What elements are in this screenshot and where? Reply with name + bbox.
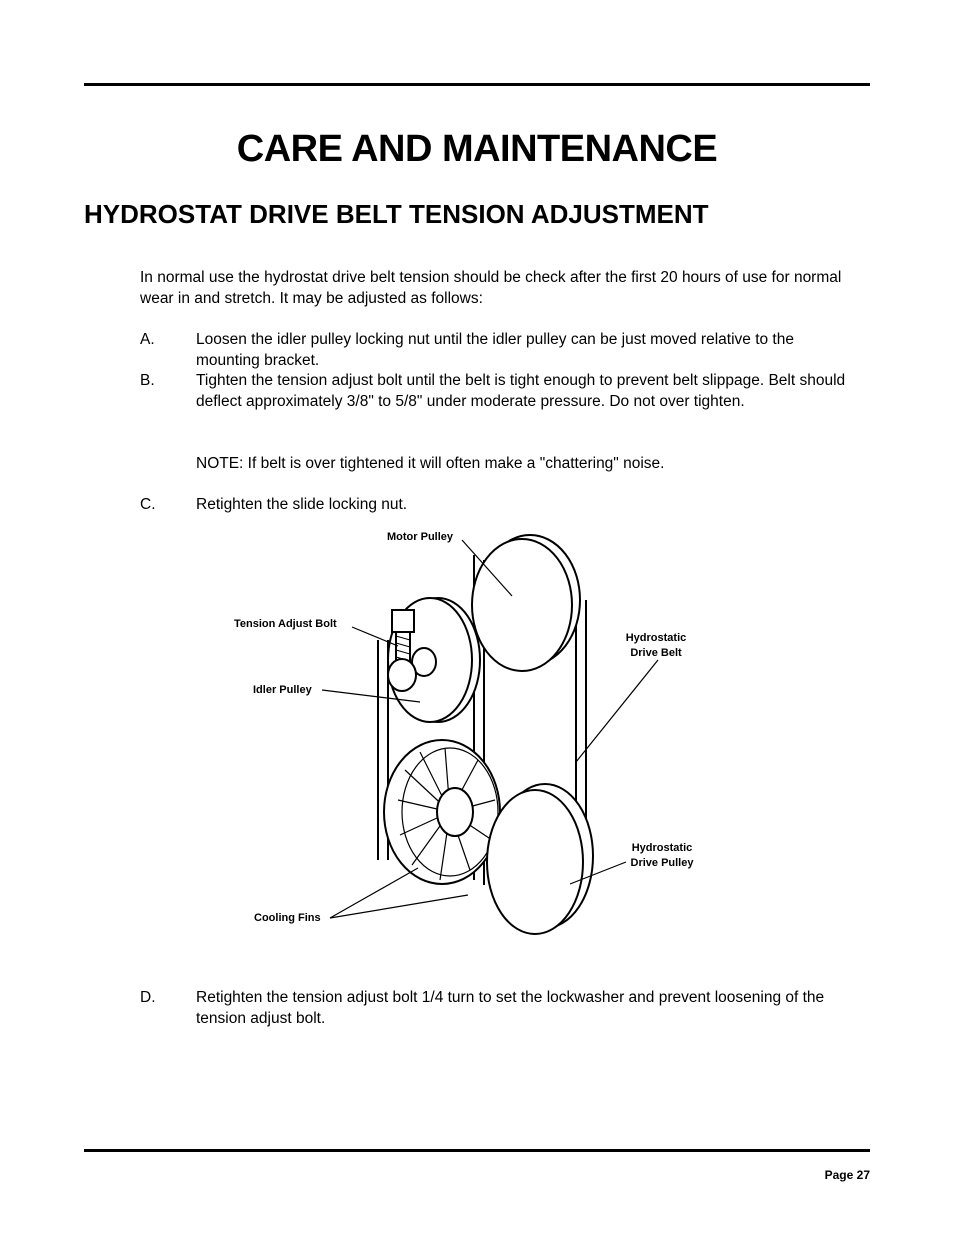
label-idler-pulley: Idler Pulley	[253, 684, 312, 696]
label-drive-pulley-1: Hydrostatic	[631, 842, 693, 854]
section-title: HYDROSTAT DRIVE BELT TENSION ADJUSTMENT	[84, 199, 709, 229]
step-text: Tighten the tension adjust bolt until the belt is tight enough to prevent belt slippage. Belt should deflect approximately 3/8" to 5/8" under moderate pressure. Do not over tighten.	[196, 372, 846, 410]
belt-pulley-diagram	[220, 520, 720, 950]
step-letter: A.	[140, 331, 155, 348]
label-cooling-fins: Cooling Fins	[254, 912, 321, 924]
step-letter: D.	[140, 989, 156, 1006]
step-letter: B.	[140, 372, 155, 389]
motor-pulley-face	[472, 539, 572, 671]
bolt-nut	[388, 659, 416, 691]
fan-hub	[437, 788, 473, 836]
page-title: CARE AND MAINTENANCE	[236, 128, 718, 170]
step-text: Retighten the tension adjust bolt 1/4 turn to set the lockwasher and prevent loosening of the tension adjust bolt.	[196, 989, 825, 1027]
note: NOTE: If belt is over tightened it will often make a "chattering" noise.	[196, 455, 665, 472]
step-text: Loosen the idler pulley locking nut until the idler pulley can be just moved relative to the mounting bracket.	[196, 331, 794, 369]
step-letter: C.	[140, 496, 156, 513]
label-motor-pulley: Motor Pulley	[387, 531, 454, 543]
step-text: Retighten the slide locking nut.	[196, 496, 408, 513]
drive-pulley-face	[487, 790, 583, 934]
page-number: Page 27	[824, 1168, 870, 1182]
bottom-rule	[84, 1149, 870, 1152]
tension-bolt-head	[392, 610, 414, 632]
label-drive-belt-2: Drive Belt	[630, 647, 682, 659]
top-rule	[84, 83, 870, 86]
label-tension-adjust-bolt: Tension Adjust Bolt	[234, 618, 337, 630]
label-drive-pulley-2: Drive Pulley	[630, 857, 694, 869]
intro-paragraph: In normal use the hydrostat drive belt tension should be check after the first 20 hours of use for normal wear in and stretch. It may be adjusted as follows:	[140, 269, 842, 307]
label-drive-belt-1: Hydrostatic	[625, 632, 687, 644]
